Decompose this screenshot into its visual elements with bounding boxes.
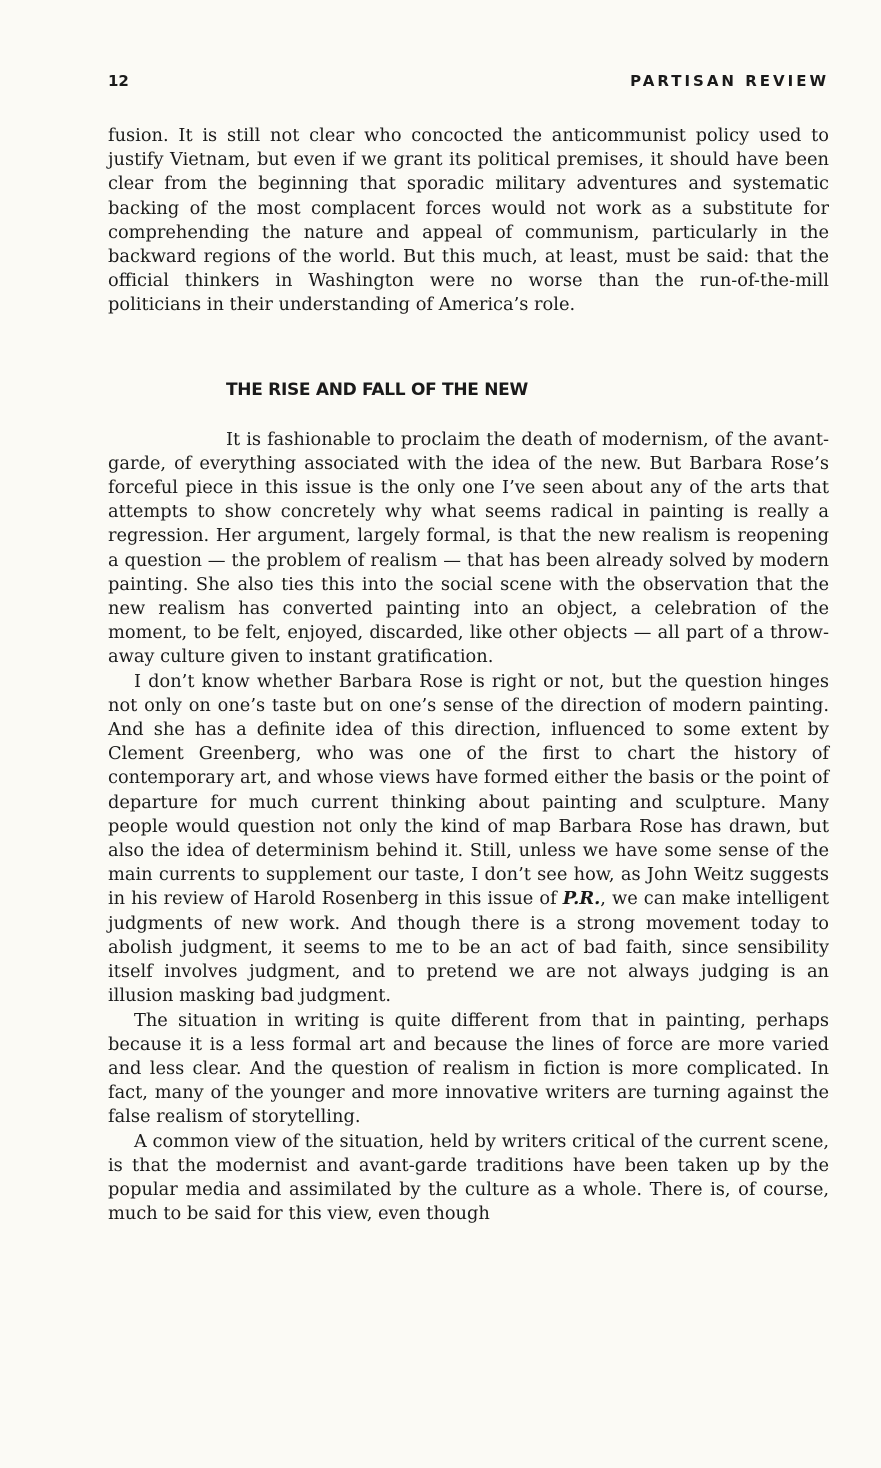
running-header — [108, 72, 829, 90]
paragraph-2-text-b: , we can make intelligent judgments of new work. And though there is a strong movement today to abolish judgment, it seems to me to be an act of bad faith, since sensibility itself involves judgment, and to pretend we are not always judging is an illusion masking bad judgment. — [108, 888, 829, 1007]
section-paragraph-3: The situation in writing is quite different from that in painting, perhaps because it is a less formal art and because the lines of force are more varied and less clear. And the question of realism in fiction is more complicated. In fact, many of the younger and more innovative writers are turning against the false realism of storytelling. — [108, 1009, 829, 1128]
section-paragraph-1: It is fashionable to proclaim the death of modernism, of the avant-garde, of everything associated with the idea of the new. But Barbara Rose’s forceful piece in this issue is the only one I’ve seen about any of the arts that attempts to show concretely why what seems radical in painting is really a regression. Her argument, largely formal, is that the new realism is reopening a question — the problem of realism — that has been already solved by modern painting. She also ties this into the social scene with the observation that the new realism has converted painting into an object, a celebration of the moment, to be felt, enjoyed, discarded, like other objects — all part of a throw-away culture given to instant gratification. — [108, 428, 829, 668]
page-number: 12 — [108, 72, 129, 90]
section-paragraph-4: A common view of the situation, held by writers critical of the current scene, is that the modernist and avant-garde traditions have been taken up by the popular media and assimilated by the culture as a whole. There is, of course, much to be said for this view, even though — [108, 1130, 829, 1225]
opening-paragraph: fusion. It is still not clear who concocted the anticommunist policy used to justify Vietnam, but even if we grant its political premises, it should have been clear from the beginning that sporadic military adventures and systematic backing of the most complacent forces would not work as a substitute for comprehending the nature and appeal of communism, particularly in the backward regions of the world. But this much, at least, must be said: that the official thinkers in Washington were no worse than the run-of-the-mill politicians in their understanding of America’s role. — [108, 125, 829, 316]
paragraph-2-text-a: I don’t know whether Barbara Rose is right or not, but the question hinges not only on one’s taste but on one’s sense of the direction of modern painting. And she has a definite idea of this direction, influenced to some extent by Clement Greenberg, who was one of the first to chart the history of contemporary art, and whose views have formed either the basis or the point of departure for much current thinking about painting and sculpture. Many people would question not only the kind of map Barbara Rose has drawn, but also the idea of determinism behind it. Still, unless we have some sense of the main currents to supplement our taste, I don’t see how, as John Weitz suggests in his review of Harold Rosenberg in this issue of — [108, 670, 829, 910]
journal-abbreviation: P.R. — [562, 888, 601, 910]
journal-title: PARTISAN REVIEW — [630, 72, 829, 90]
section-paragraph-2 — [108, 670, 829, 1009]
section-heading: THE RISE AND FALL OF THE NEW — [226, 379, 528, 400]
body-text — [108, 124, 829, 1226]
